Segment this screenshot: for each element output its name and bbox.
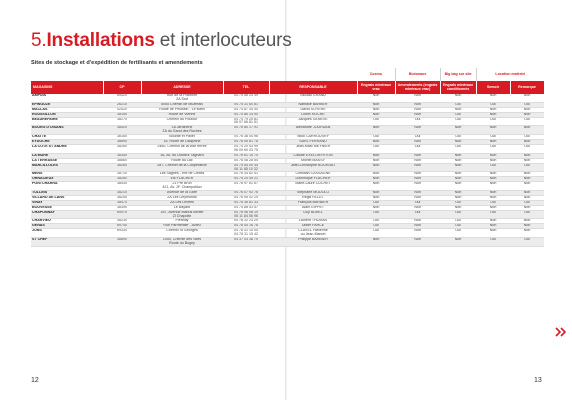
cell-cp: 38230 [103,219,141,224]
cell-cp: 69330 [103,229,141,238]
cell-c2: Non [395,163,440,172]
cell-tel: 04 76 81 15 70 [223,153,269,158]
cell-tel: 04 76 55 81 78 [223,140,269,145]
cell-resp: Nathalie BARBER [269,102,357,107]
table-row [31,94,544,102]
cell-cp: 38390 [103,205,141,210]
cell-resp: Jean-Marc MEYNIER [269,144,357,153]
cell-c3: Non [440,182,476,191]
cell-c4: Non [476,153,510,158]
cell-addr: Chemin St Georges [141,229,223,238]
cell-c4: Oui [476,117,510,126]
cell-c4: Non [476,205,510,210]
cell-c3: Non [440,205,476,210]
cell-c5: Oui [510,210,544,219]
table-row [31,144,544,153]
cell-c5: Oui [510,102,544,107]
cell-tel: 04 74 86 14 90 [223,112,269,117]
cell-addr: Route de Pélussin - Le soleil [141,107,223,112]
cell-cp: 38890 [103,238,141,247]
cell-tel: 04 78 31 15 05 04 78 31 15 42 [223,229,269,238]
cell-c5: Non [510,153,544,158]
cell-mag: MENS [31,172,103,177]
cell-c2: Oui [395,200,440,205]
cell-c5: Oui [510,163,544,172]
cell-addr: Rue de la Pointière ZA Sud [141,94,223,102]
cell-c4: Oui [476,163,510,172]
cell-tel: 04 74 79 25 81 06 07 66 81 51 [223,117,269,126]
cell-resp: Alain GIPPET [269,205,357,210]
cell-tel: 04 76 95 02 29 [223,195,269,200]
cell-c3: Non [440,177,476,182]
table-row [31,117,544,126]
cell-c1: Non [357,205,395,210]
cell-c5: Non [510,107,544,112]
cell-c3: Non [440,140,476,145]
cell-c4: Oui [476,102,510,107]
cell-tel: 04 76 36 81 33 [223,200,269,205]
cell-cp: 38250 [103,195,141,200]
column-header: Engrais minéraux vrac [357,81,395,94]
cell-cp: 38260 [103,163,141,172]
cell-resp: Jean-Christophe BOURDAT [269,163,357,172]
cell-cp: 38210 [103,191,141,196]
cell-c3: Non [440,107,476,112]
cell-c2: Oui [395,144,440,153]
cell-c3: Oui [440,112,476,117]
cell-c3: Oui [440,219,476,224]
column-header: TEL [223,81,269,94]
cell-c4: Oui [476,144,510,153]
cell-mag: MARCILLOLES [31,163,103,172]
cell-resp: Christian CASSAGNE [269,172,357,177]
cell-c1: Non [357,158,395,163]
cell-resp: Philippe BARBIER [269,238,357,247]
cell-addr: ZA Les Geymonds [141,195,223,200]
cell-c1: Non [357,94,395,102]
cell-addr: 21 Pré Brun 421, Av. JF. Champollion [141,182,223,191]
cell-c3: Non [440,163,476,172]
cell-c5: Non [510,126,544,135]
cell-mag: BOURG D'OISANS [31,126,103,135]
cell-c1: Non [357,112,395,117]
cell-cp: 38470 [103,200,141,205]
page-number-right: 13 [534,377,542,384]
cell-c3: Non [440,191,476,196]
cell-mag: TULLINS [31,191,103,196]
cell-resp: Laurent THOMAS [269,219,357,224]
cell-c1: Oui [357,229,395,238]
cell-mag: BOUVESSE [31,205,103,210]
table-row [31,229,544,238]
column-header: CP [103,81,141,94]
cell-cp: 69420 [103,94,141,102]
cell-c4: Oui [476,200,510,205]
cell-c1: Non [357,153,395,158]
cell-c5: Non [510,229,544,238]
cell-tel: 04 74 88 53 57 [223,205,269,210]
page-number-left: 12 [31,377,39,384]
cell-c1: Non [357,140,395,145]
cell-mag: ST CHEF [31,238,103,247]
cell-c2: Non [395,112,440,117]
cell-mag: ROUSSILLON [31,112,103,117]
cell-c1: Non [357,163,395,172]
cell-c1: Oui [357,219,395,224]
cell-mag: AMPUIS [31,94,103,102]
cell-tel: 04 74 54 00 44 06 11 85 10 32 [223,163,269,172]
cell-tel: 04 78 40 16 78 [223,224,269,229]
cell-c1: Oui [357,200,395,205]
cell-c2: Oui [395,135,440,140]
cell-cp: 69970 [103,210,141,219]
cell-c1: Oui [357,224,395,229]
cell-resp: David SOYERE [269,107,357,112]
cell-tel: 04 76 38 04 96 [223,135,269,140]
cell-resp: Régis FILLET [269,195,357,200]
cell-cp: 42520 [103,107,141,112]
table-row [31,210,544,219]
cell-c1: Oui [357,210,395,219]
cell-resp: Nicolas GRAND [269,94,357,102]
table-row [31,182,544,191]
cell-c3: Non [440,153,476,158]
cell-cp: 38160 [103,135,141,140]
cell-c3: Oui [440,135,476,140]
cell-tel: 04 74 20 43 99 06 09 60 03 75 [223,144,269,153]
cell-c3: Non [440,238,476,247]
cell-c4: Non [476,182,510,191]
cell-c3: Oui [440,117,476,126]
cell-c2: Non [395,140,440,145]
cell-c4: Non [476,195,510,200]
cell-cp: 38660 [103,158,141,163]
group-header: Big bag sur site [440,68,476,81]
cell-c3: Oui [440,144,476,153]
cell-c5: Non [510,205,544,210]
cell-c3: Oui [440,210,476,219]
cell-mag: BEAUREPAIRE [31,117,103,126]
cell-resp: Michel MASSY [269,158,357,163]
cell-addr: ZA Les Levées [141,200,223,205]
column-header: Amendements (engrais minéraux vrac) [395,81,440,94]
cell-mag: VINAY [31,200,103,205]
column-header: Remorque [510,81,544,94]
cell-resp: Jacques GENEVE [269,117,357,126]
cell-cp: 38270 [103,117,141,126]
cell-c4: Oui [476,135,510,140]
cell-addr: Els FLACHER [141,177,223,182]
cell-c5: Non [510,172,544,177]
cell-c4: Non [476,94,510,102]
cell-c4: Non [476,224,510,229]
column-header: ADRESSE [141,81,223,94]
table-body [31,94,544,246]
cell-resp: CLAVEL Fabienne ou Jean-Marcel [269,229,357,238]
cell-mag: EYDOCHE [31,140,103,145]
cell-addr: 16, Route de Dauphine [141,140,223,145]
cell-tel: 04 75 31 60 81 [223,102,269,107]
cell-cp: 38350 [103,153,141,158]
cell-c2: Non [395,205,440,210]
cell-tel: 04 37 03 38 70 [223,238,269,247]
cell-tel: 04 76 80 17 91 [223,126,269,135]
cell-tel: 04 76 34 62 51 [223,172,269,177]
column-header-row [31,81,544,94]
cell-cp: 38530 [103,182,141,191]
cell-c5: Non [510,158,544,163]
cell-resp: Lionel ROCHE [269,112,357,117]
cell-c5: Non [510,112,544,117]
cell-mag: CHATTE [31,135,103,140]
cell-mag: PONTCHARRA [31,182,103,191]
cell-resp: SARL FERRAND [269,140,357,145]
cell-c2: Oui [395,210,440,219]
cell-mag: ORNACIEUX [31,177,103,182]
cell-c3: Non [440,126,476,135]
cell-c1: Oui [357,144,395,153]
cell-addr: Les Sagnes - Rte de Clelles [141,172,223,177]
cell-c3: Oui [440,229,476,238]
cell-c3: Oui [440,224,476,229]
cell-tel: 04 78 96 98 19 06 11 84 56 96 [223,210,269,219]
cell-mag: LA COTE ST ANDRE [31,144,103,153]
cell-c4: Non [476,158,510,163]
cell-tel: 04 76 08 28 54 [223,158,269,163]
cell-resp: Alexandre JOURDAN [269,126,357,135]
section-subtitle: Sites de stockage et d'expédition de fertilisants et amendements [31,60,203,66]
cell-c4: Non [476,140,510,145]
cell-tel: 04 74 20 49 21 [223,177,269,182]
cell-resp: Dominique FLACHER [269,177,357,182]
cell-c4: Non [476,191,510,196]
cell-c1: Oui [357,117,395,126]
cell-c2: Non [395,182,440,191]
cell-addr: 287, Chemin de la Coopérative [141,163,223,172]
cell-c1: Non [357,177,395,182]
cell-c2: Non [395,172,440,177]
cell-c5: Oui [510,200,544,205]
cell-c2: Non [395,177,440,182]
cell-c2: Non [395,238,440,247]
cell-c5: Oui [510,135,544,140]
cell-c5: Non [510,177,544,182]
cell-addr: 1050, Chemin des Sites Route du Bugey [141,238,223,247]
cell-addr: 36, Av. du Docteur Tagnard [141,153,223,158]
table-row [31,238,544,247]
table-row [31,163,544,172]
cell-c4: Non [476,126,510,135]
cell-resp: Marie-Laure CUCHET [269,182,357,191]
cell-c4: Non [476,107,510,112]
cell-c1: Non [357,195,395,200]
cell-c1: Oui [357,135,395,140]
cell-c4: Non [476,112,510,117]
cell-cp: 38260 [103,144,141,153]
cell-addr: Le Bayard [141,205,223,210]
cell-c5: Non [510,94,544,102]
cell-c5: Oui [510,238,544,247]
cell-c2: Non [395,158,440,163]
cell-resp: Guy BUREL [269,210,357,219]
column-header: Semoir [476,81,510,94]
cell-c2: Non [395,195,440,200]
cell-addr: La Jardinerie ZA du Gand des Roches [141,126,223,135]
cell-c1: Non [357,182,395,191]
cell-mag: LA MURE [31,153,103,158]
cell-addr: Route de Vienne [141,112,223,117]
cell-c2: Oui [395,117,440,126]
cell-mag: LA TERRASSE [31,158,103,163]
cell-cp: 38260 [103,177,141,182]
cell-mag: JONS [31,229,103,238]
cell-c2: Non [395,102,440,107]
cell-c2: Non [395,107,440,112]
cell-cp: 38150 [103,112,141,117]
cell-c5: Non [510,219,544,224]
cell-resp: Nicol CARROUSRY [269,135,357,140]
cell-c5: Non [510,191,544,196]
cell-c5: Non [510,140,544,145]
group-header: Cosmo [357,68,395,81]
cell-addr: Avenue de la Gare [141,191,223,196]
group-header-row [31,68,544,81]
cell-mag: MACLAS [31,107,103,112]
column-header: MAGASINS [31,81,103,94]
cell-mag: GENAS [31,224,103,229]
cell-c1: Non [357,172,395,177]
cell-c2: Non [395,229,440,238]
cell-c1: Non [357,126,395,135]
cell-cp: 38710 [103,172,141,177]
installations-table [31,68,545,247]
cell-mag: CHAPONNAY [31,210,103,219]
cell-c1: Non [357,107,395,112]
cell-c2: Non [395,153,440,158]
cell-c3: Oui [440,200,476,205]
cell-c4: Non [476,229,510,238]
cell-addr: 5055 Chemin de Muzerais [141,102,223,107]
cell-c1: Non [357,191,395,196]
cell-addr: 2460, Chemin de la voie ferrée [141,144,223,153]
cell-c3: Non [440,94,476,102]
cell-addr: 187, Avenue Marius Berliet ZI Chapotin [141,210,223,219]
group-header: Biotonaux [395,68,440,81]
column-header: Engrais minéraux conditionnés [440,81,476,94]
cell-c4: Oui [476,210,510,219]
cell-c4: Non [476,219,510,224]
cell-c5: Non [510,224,544,229]
cell-c5: Non [510,182,544,191]
column-header: RESPONSABLE [269,81,357,94]
cell-tel: 04 78 32 24 29 [223,219,269,224]
cell-resp: Stéphane MODOLO [269,191,357,196]
cell-resp: François BARBIER [269,200,357,205]
cell-c1: Non [357,238,395,247]
cell-c2: Non [395,94,440,102]
cell-c4: Non [476,172,510,177]
cell-c2: Non [395,224,440,229]
table-row [31,126,544,135]
cell-c5: Non [510,195,544,200]
cell-c2: Non [395,126,440,135]
cell-tel: 04 74 56 24 49 [223,94,269,102]
cell-addr: Route du Lac [141,158,223,163]
cell-c5: Oui [510,144,544,153]
cell-c3: Non [440,195,476,200]
cell-addr: Bourde et Pallet [141,135,223,140]
cell-c2: Non [395,219,440,224]
cell-c4: Non [476,177,510,182]
cell-c3: Non [440,172,476,177]
group-header: Location matériel [495,71,526,76]
cell-addr: Pierblay [141,219,223,224]
cell-mag: CHARVIEU [31,219,103,224]
cell-mag: VILLARD DE LANS [31,195,103,200]
cell-mag: EPINOUZE [31,102,103,107]
cell-cp: 38690 [103,140,141,145]
cell-c1: Non [357,102,395,107]
cell-c5: Oui [510,117,544,126]
cell-resp: Didier FARCE [269,224,357,229]
cell-c2: Non [395,191,440,196]
cell-tel: 04 76 07 92 76 [223,191,269,196]
cell-tel: 04 74 87 34 40 [223,107,269,112]
double-chevron-right-icon[interactable] [554,326,568,338]
cell-c4: Oui [476,238,510,247]
cell-c3: Oui [440,102,476,107]
cell-cp: 38520 [103,126,141,135]
cell-tel: 04 76 97 61 67 [223,182,269,191]
cell-cp: 69740 [103,224,141,229]
cell-resp: Claude EXELON RITON [269,153,357,158]
cell-c3: Non [440,158,476,163]
cell-addr: Chemin du Poulour [141,117,223,126]
cell-cp: 26210 [103,102,141,107]
cell-addr: Rue Parmentier - Azieu [141,224,223,229]
page-title: 5.Installations et interlocuteurs [31,30,292,51]
